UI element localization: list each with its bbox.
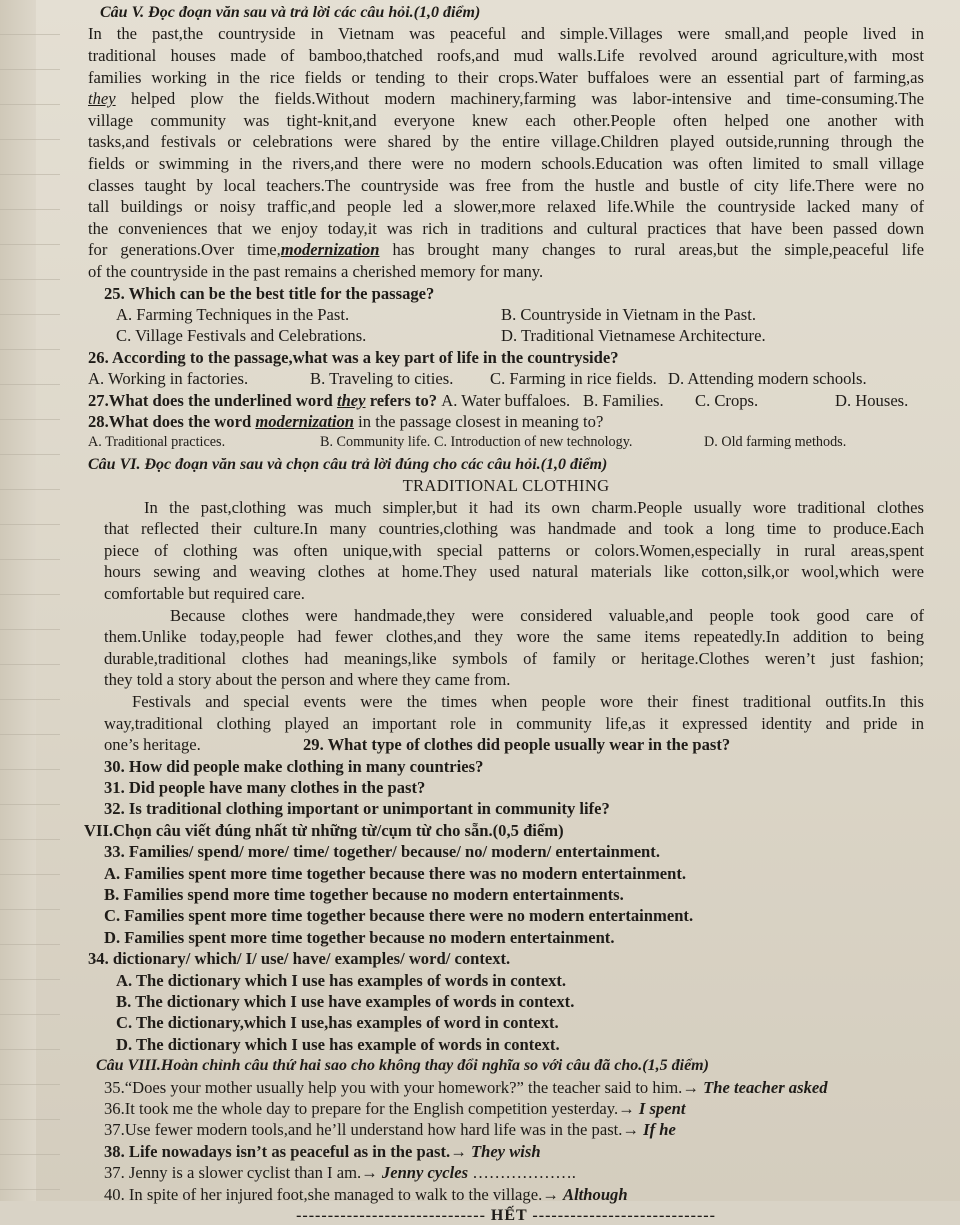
- q40-text: 40. In spite of her injured foot,she managed to walk to the village.→: [104, 1184, 559, 1204]
- question-30: 30. How did people make clothing in many countries?: [104, 756, 484, 776]
- q35-prompt: The teacher asked: [703, 1077, 828, 1097]
- q38-prompt: They wish: [470, 1141, 541, 1161]
- q27-stem: [88, 390, 583, 411]
- question-28: [88, 411, 924, 432]
- question-29: 29. What type of clothes did people usually wear in the past?: [303, 735, 731, 755]
- passage-line: classes taught by local teachers.The countryside was free from the hustle and bustle of city life.There were no: [88, 175, 924, 195]
- q38-text: 38. Life nowadays isn’t as peaceful as in the past.→: [104, 1141, 467, 1161]
- passage-line: tall buildings or noisy traffic,and people led a slower,more relaxed life.While the countryside lacked many of: [88, 197, 924, 217]
- passage-line: they told a story about the person and where they came from.: [104, 670, 511, 690]
- passage-line: tasks,and festivals or celebrations were shared by the entire village.Children played outside,running through the: [88, 132, 924, 152]
- q37b-text: 37. Jenny is a slower cyclist than I am.→: [104, 1163, 378, 1183]
- passage-line: them.Unlike today,people had fewer clothes,and they wore the same items repeatedly.In addition to being: [104, 627, 924, 647]
- q34-option-d: D. The dictionary which I use has example of words in context.: [116, 1034, 560, 1054]
- section5-heading: Câu V. Đọc đoạn văn sau và trả lời các câu hỏi.(1,0 điểm): [100, 4, 481, 21]
- question-34: 34. dictionary/ which/ I/ use/ have/ examples/ word/ context.: [88, 949, 511, 969]
- question-40: [88, 1184, 924, 1205]
- q28-stem-pre: 28.What does the word: [88, 411, 252, 431]
- passage-line: [88, 239, 924, 261]
- passage-line: hours sewing and weaving clothes at home.They used natural materials like cotton,silk,or wool,which were: [104, 562, 924, 582]
- passage-line: [88, 605, 924, 627]
- q27-option-c: C. Crops.: [695, 390, 759, 410]
- passage-line-text: Festivals and special events were the times when people wore their finest traditional outfits.In this: [132, 691, 924, 711]
- q33-option-d: D. Families spent more time together because no modern entertainment.: [104, 927, 615, 947]
- footer-dashes-left: ------------------------------: [296, 1207, 486, 1225]
- passage-line: In the past,the countryside in Vietnam was peaceful and simple.Villages were small,and people lived in: [88, 24, 924, 44]
- question-38: [88, 1141, 924, 1162]
- passage-line: [88, 88, 924, 110]
- q25-option-c: C. Village Festivals and Celebrations.: [116, 326, 367, 346]
- q28-word: modernization: [255, 411, 355, 431]
- q34-option-a: A. The dictionary which I use has examples of words in context.: [116, 970, 567, 990]
- q28-stem-post: in the passage closest in meaning to?: [358, 411, 604, 431]
- q27-stem-pre: 27.What does the underlined word: [88, 390, 333, 410]
- question-33: 33. Families/ spend/ more/ time/ together/ because/ no/ modern/ entertainment.: [104, 842, 660, 862]
- q34-option-b: B. The dictionary which I use have examples of words in context.: [116, 992, 575, 1011]
- section7-heading: VII.Chọn câu viết đúng nhất từ những từ/cụm từ cho sẵn.(0,5 điểm): [84, 820, 564, 840]
- q36-text: 36.It took me the whole day to prepare for the English competition yesterday.→: [104, 1099, 635, 1119]
- question-36: [88, 1098, 924, 1119]
- question-32: 32. Is traditional clothing important or unimportant in community life?: [104, 799, 610, 819]
- passage-title: TRADITIONAL CLOTHING: [402, 476, 610, 496]
- q27-option-a: A. Water buffaloes.: [441, 390, 571, 410]
- q28-options: [88, 432, 924, 453]
- question-37: [88, 1119, 924, 1140]
- question-25: 25. Which can be the best title for the passage?: [104, 283, 435, 303]
- passage-line-text: has brought many changes to rural areas,but the simple,peaceful life: [392, 240, 925, 260]
- q25-option-a: A. Farming Techniques in the Past.: [116, 304, 350, 324]
- q27-option-b: B. Families.: [583, 390, 664, 410]
- passage-line: that reflected their culture.In many countries,clothing was handmade and took a long time to produce.Each: [104, 519, 924, 539]
- section8-heading: Câu VIII.Hoàn chỉnh câu thứ hai sao cho không thay đổi nghĩa so với câu đã cho.(1,5 điểm): [96, 1057, 709, 1075]
- q26-option-c: C. Farming in rice fields.: [490, 369, 657, 389]
- q37-prompt: If he: [643, 1120, 676, 1140]
- q37b-prompt: Jenny cycles: [381, 1163, 469, 1183]
- q26-option-d: D. Attending modern schools.: [668, 369, 867, 389]
- passage-end-row: [88, 734, 924, 755]
- footer-dashes-right: -----------------------------: [532, 1207, 716, 1225]
- section6-heading: Câu VI. Đọc đoạn văn sau và chọn câu trả lời đúng cho các câu hỏi.(1,0 điểm): [88, 455, 608, 473]
- underlined-word-modernization: modernization: [280, 240, 380, 260]
- q26-option-a: A. Working in factories.: [88, 369, 249, 389]
- passage-line-text: Because clothes were handmade,they were considered valuable,and people took good care of: [170, 605, 924, 625]
- q27-option-d: D. Houses.: [835, 390, 909, 410]
- q28-option-b: B. Community life.: [320, 434, 431, 451]
- q37-text: 37.Use fewer modern tools,and he’ll understand how hard life was in the past.→: [104, 1120, 640, 1140]
- q25-options-row2: [88, 325, 924, 346]
- q37b-blank: ……………….: [472, 1163, 576, 1183]
- passage-line: of the countryside in the past remains a cherished memory for many.: [88, 261, 544, 281]
- passage-line-text: for generations.Over time,: [88, 240, 281, 260]
- passage-line: way,traditional clothing played an important role in community life,as it expressed identity and pride in: [104, 713, 924, 733]
- passage-line: the conveniences that we enjoy today,it was rich in traditions and cultural practices that have been passed down: [88, 218, 924, 238]
- question-27: [88, 390, 924, 411]
- q26-option-b: B. Traveling to cities.: [310, 369, 454, 389]
- q28-option-d: D. Old farming methods.: [704, 434, 847, 451]
- q40-prompt: Although: [563, 1184, 628, 1204]
- passage-line-end: one’s heritage.: [104, 735, 201, 755]
- passage-line: village community was tight-knit,and everyone knew each other.People often helped one another with: [88, 110, 924, 130]
- passage-line: fields or swimming in the rivers,and there were no modern schools.Education was often limited to small village: [88, 153, 924, 173]
- q28-option-c: C. Introduction of new technology.: [434, 434, 633, 451]
- passage-line: families working in the rice fields or tending to their crops.Water buffaloes were an essential part of farming,as: [88, 67, 924, 87]
- end-marker: [88, 1207, 924, 1225]
- q26-options: [88, 368, 924, 389]
- q36-prompt: I spent: [638, 1099, 686, 1119]
- q34-option-c: C. The dictionary,which I use,has examples of word in context.: [116, 1013, 559, 1033]
- q35-text: 35.“Does your mother usually help you with your homework?” the teacher said to him.→: [104, 1077, 699, 1097]
- q33-option-c: C. Families spent more time together because there were no modern entertainment.: [104, 906, 694, 926]
- q25-option-d: D. Traditional Vietnamese Architecture.: [501, 326, 766, 346]
- underlined-word-they: they: [88, 89, 116, 109]
- q28-option-a: A. Traditional practices.: [88, 434, 226, 451]
- passage-line-text: helped plow the fields.Without modern machinery,farming was labor-intensive and time-consuming.The: [130, 89, 924, 109]
- passage-line: comfortable but required care.: [104, 583, 305, 603]
- question-31: 31. Did people have many clothes in the past?: [104, 777, 426, 797]
- passage-line-text: In the past,clothing was much simpler,but it had its own charm.People usually wore traditional clothes: [144, 497, 924, 517]
- passage-line: durable,traditional clothes had meanings,like symbols of family or heritage.Clothes weren’t just fashion;: [104, 648, 924, 668]
- passage-line: traditional houses made of bamboo,thatched roofs,and mud walls.Life revolved around agriculture,with most: [88, 46, 924, 65]
- passage-line: [88, 497, 924, 519]
- footer-end-text: HẾT: [490, 1207, 528, 1225]
- q33-option-a: A. Families spent more time together because there was no modern entertainment.: [104, 863, 687, 883]
- question-35: [88, 1077, 924, 1098]
- question-37b: [88, 1162, 924, 1183]
- q33-option-b: B. Families spend more time together because no modern entertainments.: [104, 884, 624, 904]
- q25-options-row1: [88, 304, 924, 325]
- q27-word: they: [336, 390, 366, 410]
- passage-line: piece of clothing was often unique,with special patterns or colors.Women,especially in rural areas,spent: [104, 540, 924, 560]
- q27-stem-post: refers to?: [369, 390, 438, 410]
- q25-option-b: B. Countryside in Vietnam in the Past.: [501, 304, 756, 324]
- question-26: 26. According to the passage,what was a key part of life in the countryside?: [88, 347, 619, 367]
- passage-line: [88, 691, 924, 713]
- notebook-lines: [0, 0, 60, 1201]
